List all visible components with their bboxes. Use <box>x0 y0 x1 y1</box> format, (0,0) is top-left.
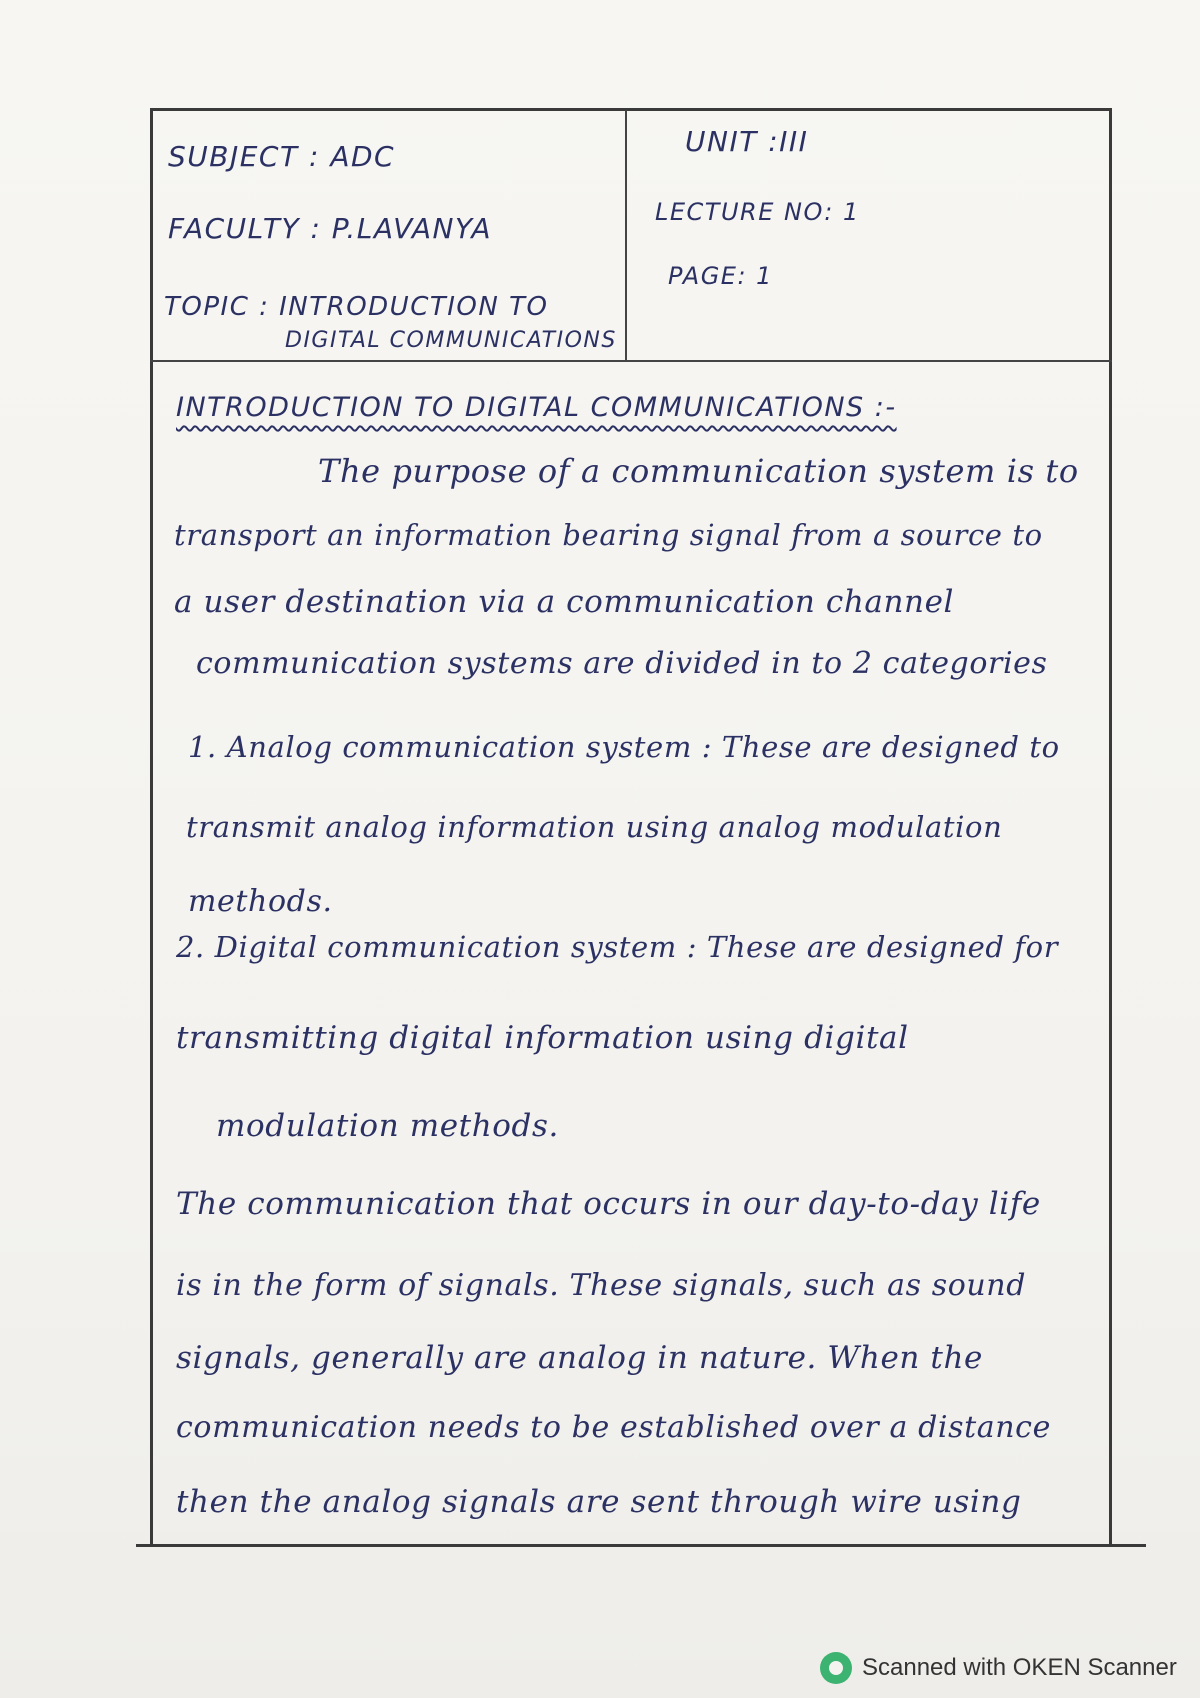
unit-label: UNIT :III <box>685 125 809 158</box>
body-line-4: communication systems are divided in to 2 categories <box>196 646 1048 681</box>
header-row-divider <box>150 360 1112 362</box>
subject-label: SUBJECT : ADC <box>168 140 396 173</box>
body-line-14: communication needs to be established over a distance <box>176 1410 1051 1445</box>
scanner-watermark-text: Scanned with OKEN Scanner <box>862 1654 1177 1681</box>
topic-label: TOPIC : INTRODUCTION TO <box>164 292 549 322</box>
body-line-12: is in the form of signals. These signals, such as sound <box>176 1268 1027 1303</box>
body-line-1: The purpose of a communication system is to <box>318 452 1079 490</box>
page-border-bottom <box>136 1544 1146 1547</box>
body-line-6: transmit analog information using analog modulation <box>186 810 1003 844</box>
topic-label-line2: DIGITAL COMMUNICATIONS <box>285 328 617 353</box>
body-line-7: methods. <box>188 884 333 919</box>
body-line-15: then the analog signals are sent through wire using <box>176 1484 1022 1520</box>
body-line-13: signals, generally are analog in nature. When the <box>176 1340 983 1376</box>
body-line-11: The communication that occurs in our day-to-day life <box>176 1186 1041 1222</box>
scanner-logo-icon <box>820 1652 852 1684</box>
body-line-3: a user destination via a communication channel <box>174 584 955 620</box>
body-line-10: modulation methods. <box>216 1108 559 1144</box>
lecture-number: LECTURE NO: 1 <box>655 198 860 226</box>
faculty-label: FACULTY : P.LAVANYA <box>168 212 493 245</box>
body-line-2: transport an information bearing signal from a source to <box>174 518 1043 552</box>
body-line-9: transmitting digital information using digital <box>176 1020 909 1056</box>
header-column-divider <box>625 110 627 360</box>
body-line-8: 2. Digital communication system : These are designed for <box>176 930 1059 964</box>
page-number: PAGE: 1 <box>668 262 773 290</box>
scanner-watermark <box>820 1652 1177 1684</box>
section-heading: INTRODUCTION TO DIGITAL COMMUNICATIONS :- <box>176 392 897 423</box>
body-line-5: 1. Analog communication system : These are designed to <box>188 730 1060 764</box>
